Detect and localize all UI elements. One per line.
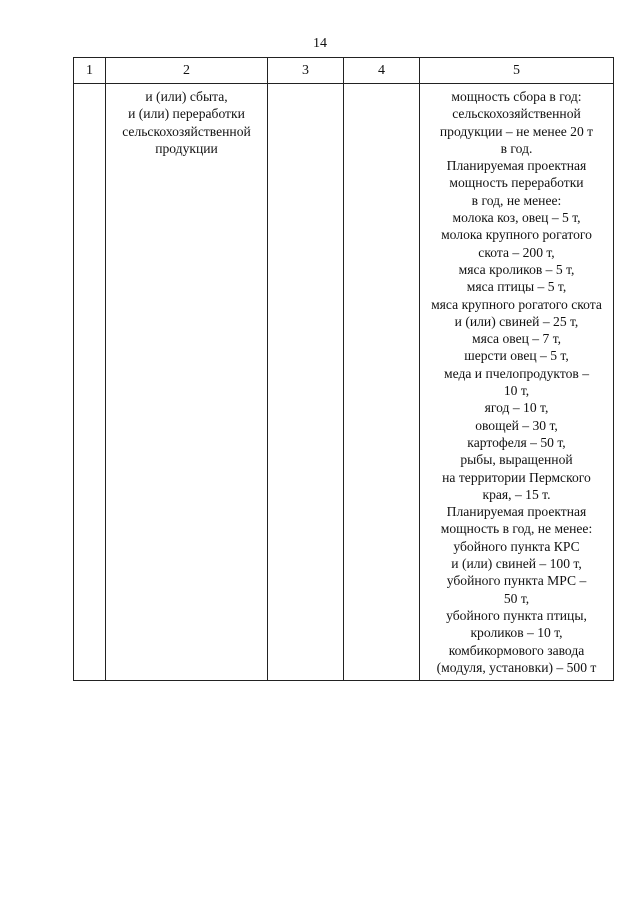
cell-line: Планируемая проектная: [446, 504, 587, 520]
cell-line: в год.: [500, 140, 533, 156]
cell-line: комбикормового завода: [448, 642, 585, 658]
cell-line: молока крупного рогатого: [441, 227, 592, 243]
cell-line: картофеля – 50 т,: [467, 434, 566, 450]
cell-line: мяса кроликов – 5 т,: [458, 261, 575, 277]
cell-line: и (или) переработки: [128, 106, 245, 122]
cell-col2: [106, 84, 268, 681]
column-header-2: 2: [106, 58, 268, 84]
cell-line: шерсти овец – 5 т,: [464, 348, 569, 364]
cell-col5-text: [420, 84, 613, 680]
cell-line: и (или) свиней – 25 т,: [454, 313, 579, 329]
column-header-3: 3: [268, 58, 344, 84]
cell-line: убойного пункта птицы,: [446, 607, 587, 623]
column-header-1: 1: [74, 58, 106, 84]
cell-line: мяса овец – 7 т,: [471, 331, 562, 347]
cell-line: мяса птицы – 5 т,: [466, 279, 567, 295]
column-header-5: 5: [420, 58, 614, 84]
cell-col3: [268, 84, 344, 681]
cell-line: ягод – 10 т,: [484, 400, 549, 416]
cell-line: и (или) свиней – 100 т,: [451, 556, 582, 572]
cell-line: на территории Пермского: [442, 469, 591, 485]
cell-line: продукции: [155, 140, 218, 156]
cell-line: и (или) сбыта,: [145, 89, 228, 104]
cell-line: продукции – не менее 20 т: [439, 123, 594, 139]
cell-line: мощность в год, не менее:: [440, 521, 593, 537]
cell-line: Планируемая проектная: [446, 158, 587, 174]
cell-line: мяса крупного рогатого скота: [431, 296, 602, 312]
cell-line: рыбы, выращенной: [460, 452, 573, 468]
column-header-4: 4: [344, 58, 420, 84]
cell-col4: [344, 84, 420, 681]
cell-line: 50 т,: [503, 590, 530, 606]
page-number: 14: [313, 36, 327, 51]
cell-line: мощность сбора в год:: [451, 89, 582, 104]
cell-line: убойного пункта КРС: [453, 538, 580, 554]
cell-line: в год, не менее:: [471, 192, 562, 208]
document-table: [73, 57, 614, 681]
cell-line: мощность переработки: [449, 175, 584, 191]
table-row: [74, 84, 614, 681]
cell-line: скота – 200 т,: [478, 244, 555, 260]
cell-line: овощей – 30 т,: [475, 417, 558, 433]
cell-col1: [74, 84, 106, 681]
cell-line: молока коз, овец – 5 т,: [452, 210, 581, 226]
cell-line: 10 т,: [503, 383, 530, 399]
cell-line: края, – 15 т.: [482, 486, 551, 502]
cell-line: сельскохозяйственной: [452, 106, 581, 122]
cell-col5: [420, 84, 614, 681]
cell-col2-text: [106, 84, 267, 161]
table-header-row: [74, 58, 614, 84]
cell-line: меда и пчелопродуктов –: [444, 365, 589, 381]
cell-line: (модуля, установки) – 500 т: [436, 659, 597, 675]
cell-line: сельскохозяйственной: [122, 123, 251, 139]
cell-line: кроликов – 10 т,: [470, 625, 563, 641]
cell-line: убойного пункта МРС –: [446, 573, 587, 589]
